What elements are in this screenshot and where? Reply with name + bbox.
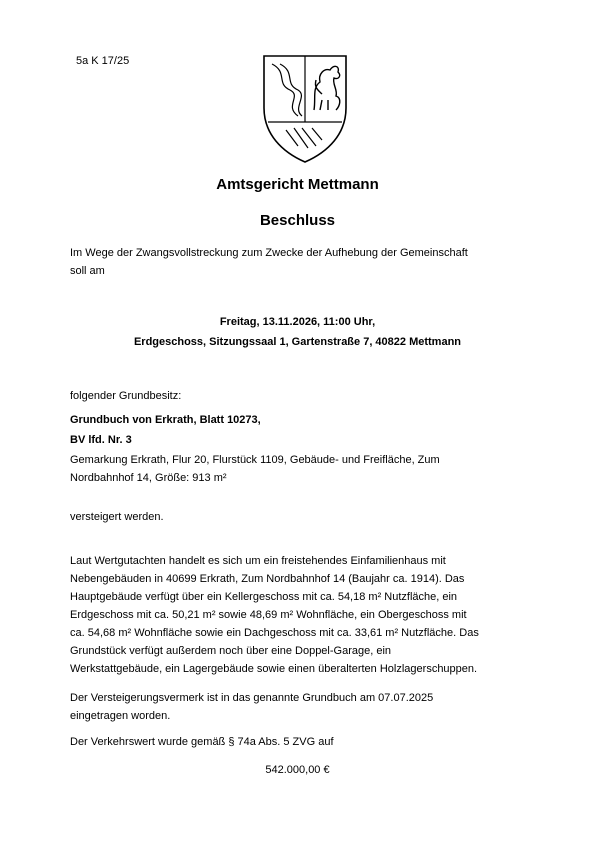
court-name: Amtsgericht Mettmann [216,176,379,193]
appraisal-paragraph [70,552,528,678]
auction-date: Freitag, 13.11.2026, 11:00 Uhr, [219,316,376,328]
aktenzeichen: 5a K 17/25 [76,55,130,67]
bottom-field-icon [286,128,322,148]
appraisal-line: Erdgeschoss mit ca. 50,21 m² sowie 48,69 m² Wohnfläche, ein Obergeschoss mit [70,609,467,621]
appraisal-line: Laut Wertgutachten handelt es sich um ein freistehendes Einfamilienhaus mit [70,555,446,567]
coat-of-arms-logo [258,50,352,166]
introduction-line: Im Wege der Zwangsvollstreckung zum Zwecke der Aufhebung der Gemeinschaft [70,247,468,259]
auction-location: Erdgeschoss, Sitzungssaal 1, Gartenstraße 7, 40822 Mettmann [133,336,462,348]
appraisal-line: ca. 54,68 m² Wohnfläche sowie ein Dachgeschoss mit ca. 33,61 m² Nutzfläche. Das [70,627,479,639]
registration-note-line: Der Versteigerungsvermerk ist in das genannte Grundbuch am 07.07.2025 [70,692,434,704]
appraisal-line: Nebengebäuden in 40699 Erkrath, Zum Nordbahnhof 14 (Baujahr ca. 1914). Das [70,573,465,585]
document-title: Beschluss [259,212,336,229]
land-register: Grundbuch von Erkrath, Blatt 10273, [70,414,261,426]
river-icon [272,64,302,116]
appraisal-line: Hauptgebäude verfügt über ein Kellergeschoss mit ca. 54,18 m² Nutzfläche, ein [70,591,458,603]
auction-statement: versteigert werden. [70,511,164,523]
registration-note [70,689,528,725]
introduction-line: soll am [70,265,105,277]
appraisal-line: Werkstattgebäude, ein Lagergebäude sowie einen überalterten Holzlagerschuppen. [70,663,478,675]
horse-icon [314,66,340,110]
market-value-text: Der Verkehrswert wurde gemäß § 74a Abs. 5 ZVG auf [70,736,334,748]
property-description [70,451,528,487]
appraisal-line: Grundstück verfügt außerdem noch über eine Doppel-Garage, ein [70,645,392,657]
inventory-number: BV lfd. Nr. 3 [70,434,132,446]
introduction [70,244,528,280]
registration-note-line: eingetragen worden. [70,710,171,722]
property-description-line: Nordbahnhof 14, Größe: 913 m² [70,472,227,484]
market-value-amount: 542.000,00 € [265,764,330,776]
property-description-line: Gemarkung Erkrath, Flur 20, Flurstück 1109, Gebäude- und Freifläche, Zum [70,454,440,466]
property-label: folgender Grundbesitz: [70,390,182,402]
